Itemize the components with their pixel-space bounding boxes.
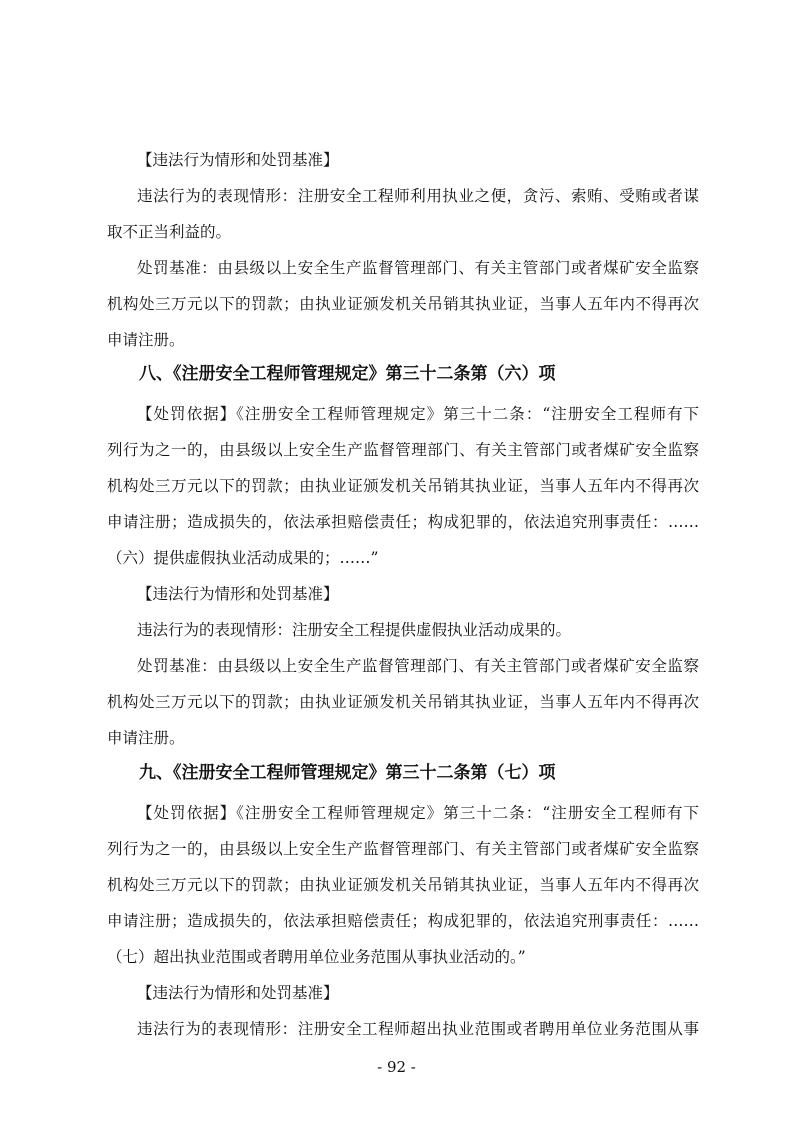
paragraph-line: 违法行为的表现情形：注册安全工程师利用执业之便，贪污、索贿、受贿或者谋 <box>137 187 699 205</box>
section-heading: 九、《注册安全工程师管理规定》第三十二条第（七）项 <box>139 763 556 783</box>
paragraph-line: 违法行为的表现情形：注册安全工程师超出执业范围或者聘用单位业务范围从事 <box>137 1020 699 1038</box>
section-label: 【违法行为情形和处罚基准】 <box>137 585 339 603</box>
section-label: 【违法行为情形和处罚基准】 <box>137 984 339 1002</box>
paragraph-line: 列行为之一的，由县级以上安全生产监督管理部门、有关主管部门或者煤矿安全监察 <box>107 840 699 858</box>
paragraph-line: 申请注册；造成损失的，依法承担赔偿责任；构成犯罪的，依法追究刑事责任：…… <box>107 513 699 531</box>
paragraph-line: （六）提供虚假执业活动成果的；……” <box>107 549 379 567</box>
paragraph-line: 申请注册；造成损失的，依法承担赔偿责任；构成犯罪的，依法追究刑事责任：…… <box>107 912 699 930</box>
paragraph-line: 取不正当利益的。 <box>107 223 232 241</box>
page-number: - 92 - <box>377 1058 416 1076</box>
paragraph-line: 列行为之一的，由县级以上安全生产监督管理部门、有关主管部门或者煤矿安全监察 <box>107 441 699 459</box>
paragraph-line: 机构处三万元以下的罚款；由执业证颁发机关吊销其执业证，当事人五年内不得再次 <box>107 295 699 313</box>
paragraph-line: 【处罚依据】《注册安全工程师管理规定》第三十二条：“注册安全工程师有下 <box>137 804 699 822</box>
paragraph-line: 机构处三万元以下的罚款；由执业证颁发机关吊销其执业证，当事人五年内不得再次 <box>107 477 699 495</box>
paragraph-line: 【处罚依据】《注册安全工程师管理规定》第三十二条：“注册安全工程师有下 <box>137 405 699 423</box>
paragraph-line: 机构处三万元以下的罚款；由执业证颁发机关吊销其执业证，当事人五年内不得再次 <box>107 693 699 711</box>
paragraph-line: 机构处三万元以下的罚款；由执业证颁发机关吊销其执业证，当事人五年内不得再次 <box>107 876 699 894</box>
paragraph-line: 申请注册。 <box>107 729 185 747</box>
paragraph-line: 处罚基准：由县级以上安全生产监督管理部门、有关主管部门或者煤矿安全监察 <box>137 259 699 277</box>
section-label: 【违法行为情形和处罚基准】 <box>137 151 339 169</box>
paragraph-line: 违法行为的表现情形：注册安全工程提供虚假执业活动成果的。 <box>137 621 572 639</box>
paragraph-line: （七）超出执业范围或者聘用单位业务范围从事执业活动的。” <box>107 948 526 966</box>
section-heading: 八、《注册安全工程师管理规定》第三十二条第（六）项 <box>139 364 556 384</box>
paragraph-line: 处罚基准：由县级以上安全生产监督管理部门、有关主管部门或者煤矿安全监察 <box>137 657 699 675</box>
paragraph-line: 申请注册。 <box>107 331 185 349</box>
